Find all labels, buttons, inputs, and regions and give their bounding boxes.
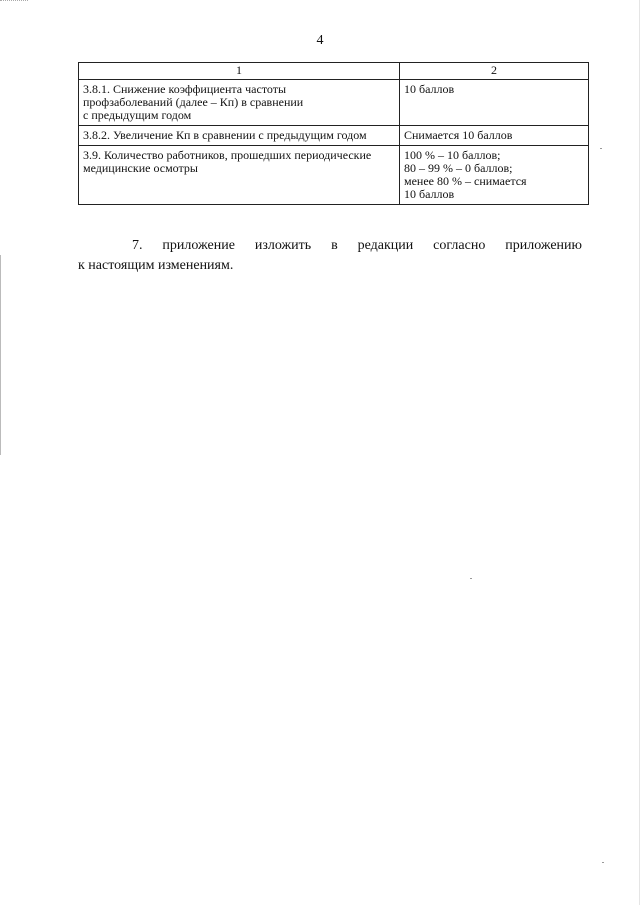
table-header-row [79, 63, 589, 80]
criterion-text: 3.8.1. Снижение коэффициента частоты [83, 82, 287, 96]
criterion-text: 3.9. Количество работников, прошедших периодические [83, 148, 372, 162]
page-number: 4 [316, 33, 324, 48]
scan-artifact-top [0, 0, 28, 4]
scan-dot [602, 862, 604, 863]
paragraph-line: 7. приложение изложить в редакции согласно приложению [132, 238, 582, 253]
table-header-cell: 2 [400, 63, 589, 80]
table-header-cell: 1 [79, 63, 400, 80]
criterion-cell [79, 146, 400, 205]
scan-dot [470, 578, 472, 579]
criterion-text: 3.8.2. Увеличение Кп в сравнении с предыдущим годом [83, 128, 367, 142]
criterion-cell [79, 80, 400, 126]
score-text: менее 80 % – снимается [404, 174, 527, 188]
criteria-table [78, 62, 589, 205]
body-paragraph [78, 236, 582, 276]
score-text: 80 – 99 % – 0 баллов; [404, 161, 513, 175]
criterion-text: с предыдущим годом [83, 108, 192, 122]
score-text: Снимается 10 баллов [404, 128, 513, 142]
criterion-text: медицинские осмотры [83, 161, 198, 175]
scan-artifact-left [0, 255, 1, 455]
score-cell [400, 80, 589, 126]
table-row [79, 126, 589, 146]
table-row [79, 146, 589, 205]
criterion-cell [79, 126, 400, 146]
score-cell [400, 126, 589, 146]
scan-dot [600, 148, 602, 149]
score-cell [400, 146, 589, 205]
criterion-text: профзаболеваний (далее – Кп) в сравнении [83, 95, 304, 109]
paragraph-line: к настоящим изменениям. [78, 258, 234, 273]
table-row [79, 80, 589, 126]
score-text: 10 баллов [404, 82, 455, 96]
score-text: 10 баллов [404, 187, 455, 201]
score-text: 100 % – 10 баллов; [404, 148, 501, 162]
